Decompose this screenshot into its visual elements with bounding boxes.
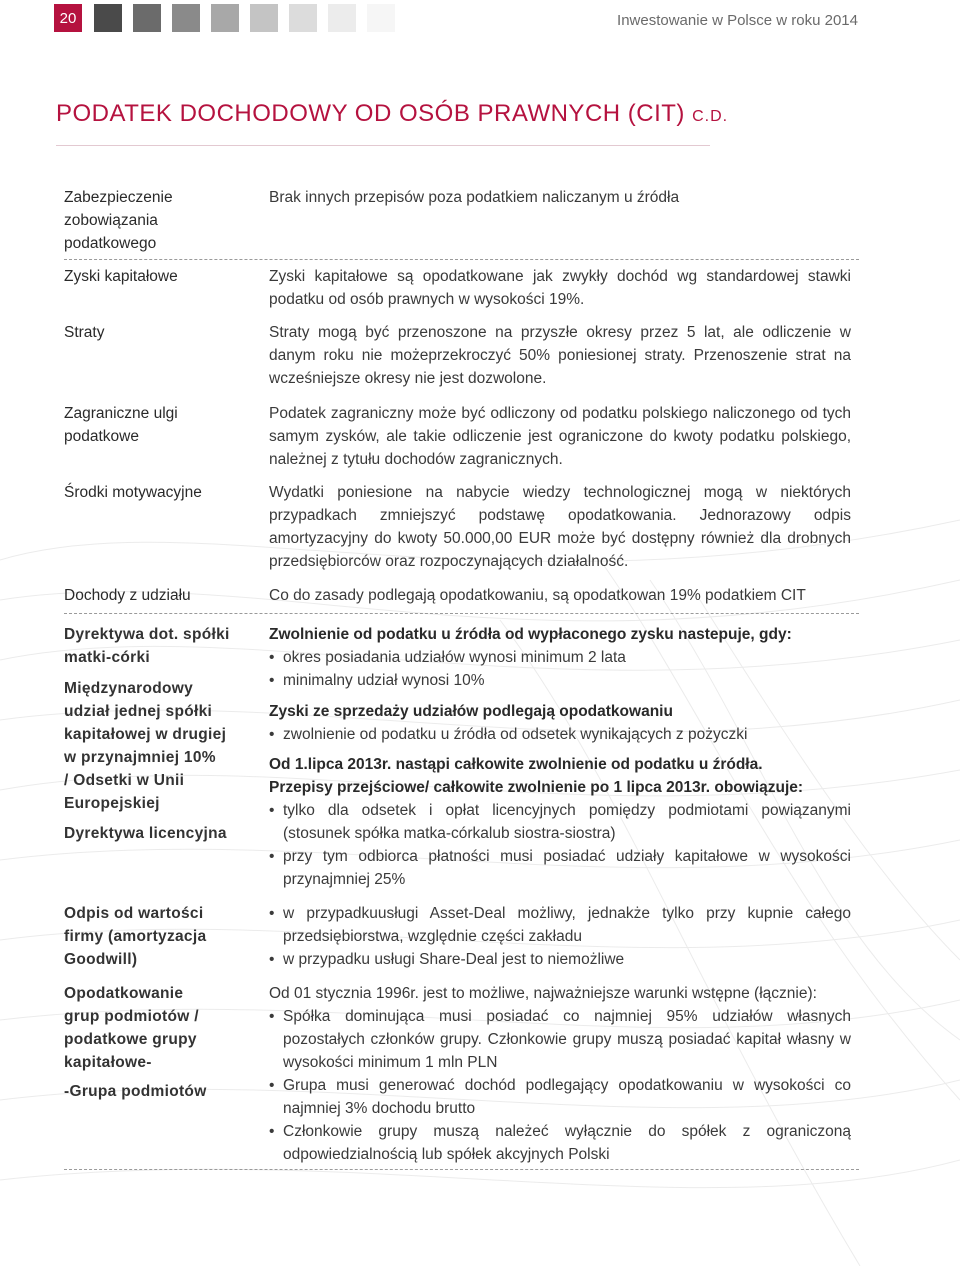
block-grupa-kapitalowa bbox=[269, 982, 851, 1166]
label-straty: Straty bbox=[64, 324, 105, 341]
label-dochody-z-udzialu: Dochody z udziału bbox=[64, 587, 191, 604]
list-item: • Grupa musi generować dochód podlegający opodatkowaniu w wysokości co najmniej 3% dochodu brutto bbox=[269, 1074, 851, 1120]
label-line: kapitałowe- bbox=[64, 1054, 152, 1071]
label-dyrektywa-matki-corki bbox=[64, 623, 230, 669]
zwolnienie-heading: Zwolnienie od podatku u źródła od wypłaconego zysku nastepuje, gdy: bbox=[269, 626, 792, 643]
section-title-text: PODATEK DOCHODOWY OD OSÓB PRAWNYCH (CIT) bbox=[56, 100, 685, 127]
title-underline bbox=[56, 145, 710, 146]
label-opodatkowanie-grup bbox=[64, 982, 199, 1074]
label-srodki-motywacyjne: Środki motywacyjne bbox=[64, 484, 202, 501]
list-item: • w przypadkuusługi Asset-Deal możliwy, jednakże tylko przy kupnie całego przedsiębiorstwa, względnie części zakładu bbox=[269, 902, 851, 948]
section-title bbox=[56, 100, 728, 128]
label-line: Międzynarodowy bbox=[64, 680, 194, 697]
od-1996-line: Od 01 stycznia 1996r. jest to możliwe, najważniejsze warunki wstępne (łącznie): bbox=[269, 985, 817, 1002]
label-line: Goodwill) bbox=[64, 951, 138, 968]
zyski-heading: Zyski ze sprzedaży udziałów podlegają opodatkowaniu bbox=[269, 703, 673, 720]
label-line: Dyrektywa dot. spółki bbox=[64, 626, 230, 643]
header-square bbox=[367, 4, 395, 32]
row-divider bbox=[64, 613, 859, 614]
text-straty: Straty mogą być przenoszone na przyszłe okresy przez 5 lat, ale odliczenie w danym roku nie możeprzekroczyć 50% poniesionej straty. Przenoszenie strat na wcześniejsze okresy nie jest dozwolone. bbox=[269, 324, 851, 387]
label-zabezpieczenie bbox=[64, 186, 173, 255]
text-dochody-z-udzialu: Co do zasady podlegają opodatkowaniu, są opodatkowan 19% podatkiem CIT bbox=[269, 587, 806, 604]
header-square bbox=[289, 4, 317, 32]
label-line: podatkowego bbox=[64, 235, 157, 252]
label-line: Odpis od wartości bbox=[64, 905, 204, 922]
header-square bbox=[211, 4, 239, 32]
list-item: • tylko dla odsetek i opłat licencyjnych pomiędzy podmiotami powiązanymi (stosunek spółka matka-córkalub siostra-siostra) bbox=[269, 799, 851, 845]
block-zwolnienie bbox=[269, 623, 851, 692]
header-square bbox=[328, 4, 356, 32]
header-square bbox=[250, 4, 278, 32]
label-line: grup podmiotów / bbox=[64, 1008, 199, 1025]
text-zabezpieczenie: Brak innych przepisów poza podatkiem naliczanym u źródła bbox=[269, 189, 680, 206]
label-line: zobowiązania bbox=[64, 212, 158, 229]
label-line: kapitałowej w drugiej bbox=[64, 726, 227, 743]
label-odpis-od-wartosci bbox=[64, 902, 206, 971]
document-header-title: Inwestowanie w Polsce w roku 2014 bbox=[617, 12, 858, 29]
label-zagraniczne-ulgi bbox=[64, 402, 178, 448]
przepisy-heading: Przepisy przejściowe/ całkowite zwolnienie po 1 lipca 2013r. obowiązuje: bbox=[269, 779, 804, 796]
label-line: matki-córki bbox=[64, 649, 150, 666]
list-item: • Spółka dominująca musi posiadać co najmniej 95% udziałów własnych pozostałych członków grupy. Członkowie grupy muszą posiadać kapitał własny w wysokości minimum 1 mln PLN bbox=[269, 1005, 851, 1074]
text-zyski-kapitalowe: Zyski kapitałowe są opodatkowane jak zwykły dochód wg standardowej stawki podatku od osób prawnych w wysokości 19%. bbox=[269, 268, 851, 308]
list-item: • okres posiadania udziałów wynosi minimum 2 lata bbox=[269, 646, 851, 669]
label-dyrektywa-licencyjna: Dyrektywa licencyjna bbox=[64, 825, 227, 842]
text-srodki-motywacyjne: Wydatki poniesione na nabycie wiedzy technologicznej mogą w niektórych przypadkach zmniejszyć podstawę opodatkowania. Jednorazowy odpis amortyzacyjny do kwoty 50.000,00 EUR może być dostępny również dla drobnych przedsiębiorców oraz rozpoczynających działalność. bbox=[269, 484, 851, 570]
row-divider bbox=[64, 1169, 859, 1170]
text-zagraniczne-ulgi: Podatek zagraniczny może być odliczony od podatku polskiego naliczonego od tych samym zysków, ale takie odliczenie jest ograniczone do kwoty podatku polskiego, należnej z tytułu dochodów zagranicznych. bbox=[269, 405, 851, 468]
list-item: • przy tym odbiorca płatności musi posiadać udziały kapitałowe w wysokości przynajmniej 25% bbox=[269, 845, 851, 891]
row-divider bbox=[64, 259, 859, 260]
label-line: udział jednej spółki bbox=[64, 703, 213, 720]
list-item: • zwolnienie od podatku u źródła od odsetek wynikających z pożyczki bbox=[269, 723, 851, 746]
page-number-badge: 20 bbox=[54, 4, 82, 32]
label-line: Opodatkowanie bbox=[64, 985, 184, 1002]
label-miedzynarodowy-udzial bbox=[64, 677, 226, 815]
label-line: Zabezpieczenie bbox=[64, 189, 173, 206]
label-line: / Odsetki w Unii bbox=[64, 772, 185, 789]
label-line: Europejskiej bbox=[64, 795, 160, 812]
header-square bbox=[94, 4, 122, 32]
label-line: podatkowe bbox=[64, 428, 139, 445]
block-zyski-sprzedaz bbox=[269, 700, 851, 746]
label-line: podatkowe grupy bbox=[64, 1031, 197, 1048]
list-item: • w przypadku usługi Share-Deal jest to niemożliwe bbox=[269, 948, 851, 971]
header-square bbox=[172, 4, 200, 32]
list-item: • minimalny udział wynosi 10% bbox=[269, 669, 851, 692]
label-line: firmy (amortyzacja bbox=[64, 928, 207, 945]
label-zyski-kapitalowe: Zyski kapitałowe bbox=[64, 268, 178, 285]
section-title-suffix: C.D. bbox=[692, 108, 729, 125]
od-lipca-line: Od 1.lipca 2013r. nastąpi całkowite zwolnienie od podatku u źródła. bbox=[269, 756, 763, 773]
label-line: Zagraniczne ulgi bbox=[64, 405, 178, 422]
list-item: • Członkowie grupy muszą należeć wyłącznie do spółek z ograniczoną odpowiedzialnością lub spółek akcyjnych Polski bbox=[269, 1120, 851, 1166]
label-line: w przynajmniej 10% bbox=[64, 749, 216, 766]
label-grupa-podmiotow: -Grupa podmiotów bbox=[64, 1083, 207, 1100]
block-asset-deal bbox=[269, 902, 851, 971]
block-przepisy bbox=[269, 753, 851, 891]
header-square bbox=[133, 4, 161, 32]
